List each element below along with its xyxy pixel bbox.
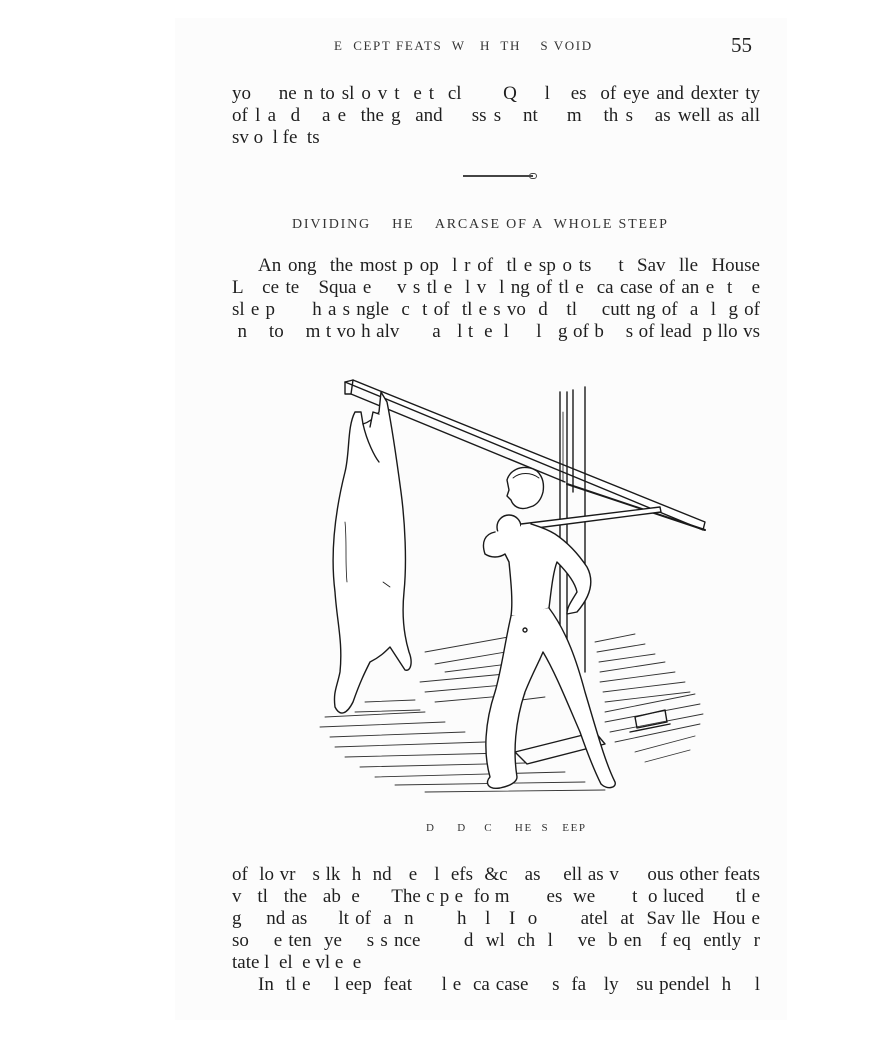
text-line: v tl the ab e The c p e fo m es we t o luced tl e bbox=[232, 886, 760, 907]
third-paragraph bbox=[232, 974, 760, 996]
text-line: n to m t vo h alv a l t e l l g of b s of lead p llo vs bbox=[232, 321, 760, 342]
text-line: yo ne n to sl o v t e t cl Q l es of eye and dexter ty bbox=[232, 83, 760, 104]
top-paragraph bbox=[232, 83, 760, 149]
text-line: In tl e l eep feat l e ca case s fa ly su pendel h l bbox=[258, 974, 760, 995]
text-line: sv o l fe ts bbox=[232, 127, 320, 148]
text-line: so e ten ye s s nce d wl ch l ve b en f eq ently r bbox=[232, 930, 760, 951]
text-line: L ce te Squa e v s tl e l v l ng of tl e ca case of an e t e bbox=[232, 277, 760, 298]
first-paragraph bbox=[232, 255, 760, 343]
text-line: of lo vr s lk h nd e l efs &c as ell as v ous other feats bbox=[232, 864, 760, 885]
page-number: 55 bbox=[731, 33, 752, 57]
swordsman bbox=[483, 468, 661, 789]
text-line: sl e p h a s ngle c t of tl e s vo d tl cutt ng of a l g of bbox=[232, 299, 760, 320]
section-heading: DIVIDING HE ARCASE OF A WHOLE STEEP bbox=[292, 217, 669, 232]
text-line: tate l el e vl e e bbox=[232, 952, 362, 973]
second-paragraph bbox=[232, 864, 760, 974]
running-head: E CEPT FEATS W H TH S VOID bbox=[334, 38, 593, 53]
text-line: An ong the most p op l r of tl e sp o ts t Sav lle House bbox=[258, 255, 760, 276]
text-line: g nd as lt of a n h l I o atel at Sav lle Hou e bbox=[232, 908, 760, 929]
text-line: of l a d a e the g and ss s nt m th s as well as all bbox=[232, 105, 760, 126]
wooden-post bbox=[560, 387, 585, 672]
figure-caption: D D C HE S EEP bbox=[426, 822, 587, 834]
sheep-carcass bbox=[333, 392, 411, 713]
ornamental-divider bbox=[463, 175, 533, 180]
illustration-sword-and-carcass bbox=[305, 372, 715, 802]
